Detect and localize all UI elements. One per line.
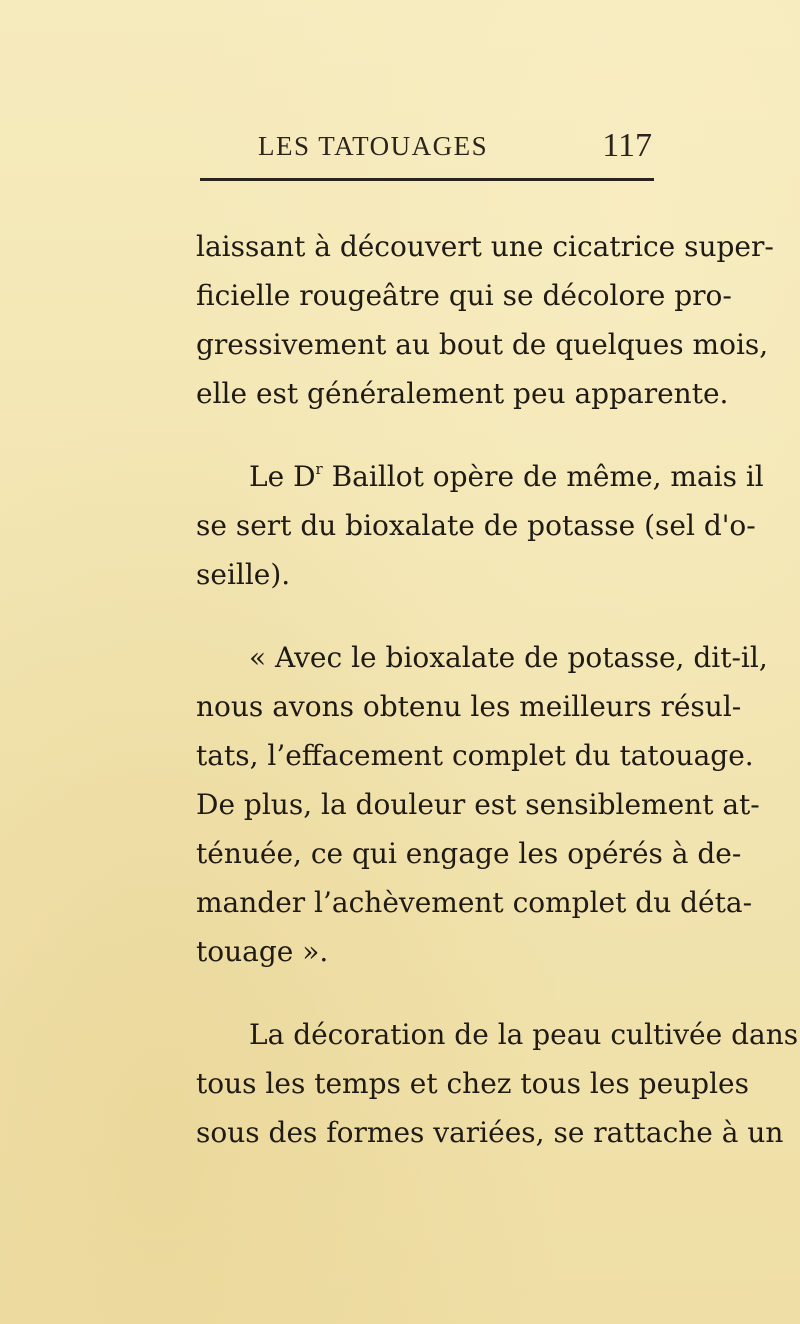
text-line: nous avons obtenu les meilleurs résul-: [196, 690, 742, 723]
header-rule: [200, 178, 654, 181]
text-line: sous des formes variées, se rattache à un: [196, 1116, 784, 1149]
text-line: touage ».: [196, 935, 329, 968]
running-head: [196, 127, 654, 167]
text-fragment: Le D: [249, 460, 316, 493]
text-line: se sert du bioxalate de potasse (sel d'o-: [196, 509, 756, 542]
paragraph-gap: [196, 418, 656, 452]
text-line: La décoration de la peau cultivée dans: [249, 1018, 799, 1051]
text-line: tats, l’effacement complet du tatouage.: [196, 739, 754, 772]
running-title: LES TATOUAGES: [258, 131, 489, 161]
paragraph-1: [196, 222, 774, 418]
paragraph-gap: [196, 599, 656, 633]
text-line: « Avec le bioxalate de potasse, dit-il,: [249, 641, 768, 674]
text-line: [196, 452, 764, 501]
text-line: ficielle rougeâtre qui se décolore pro-: [196, 279, 732, 312]
paragraph-2: [196, 452, 764, 599]
text-line: De plus, la douleur est sensiblement at-: [196, 788, 760, 821]
text-line: tous les temps et chez tous les peuples: [196, 1067, 749, 1100]
paragraph-gap: [196, 976, 656, 1010]
page-number: 117: [602, 127, 652, 164]
text-line: elle est généralement peu apparente.: [196, 377, 729, 410]
text-line: gressivement au bout de quelques mois,: [196, 328, 769, 361]
text-line: mander l’achèvement complet du déta-: [196, 886, 753, 919]
text-line: laissant à découvert une cicatrice super-: [196, 230, 774, 263]
text-line: seille).: [196, 558, 291, 591]
body-text: [196, 222, 799, 1157]
paragraph-4: [196, 1010, 799, 1157]
superscript: r: [315, 460, 323, 478]
text-fragment: Baillot opère de même, mais il: [322, 460, 764, 493]
paragraph-3: [196, 633, 768, 976]
text-line: ténuée, ce qui engage les opérés à de-: [196, 837, 742, 870]
